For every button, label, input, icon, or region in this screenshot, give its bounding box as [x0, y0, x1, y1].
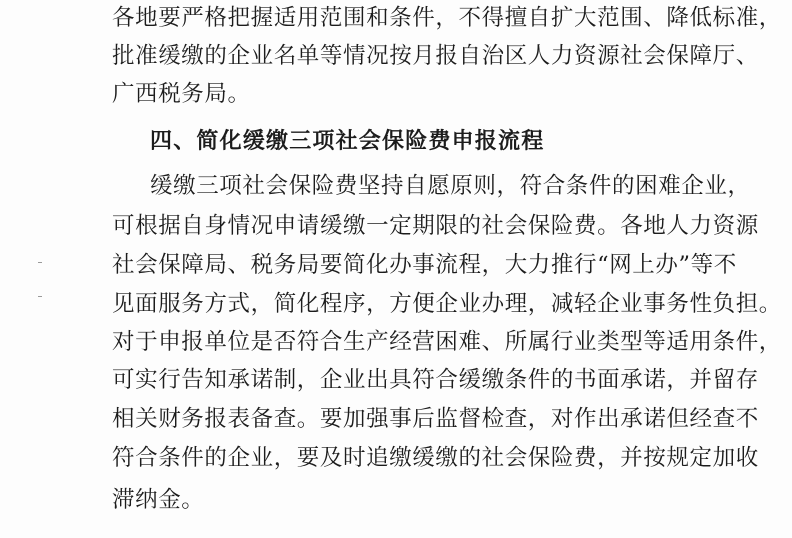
paragraph-line: 社会保障局、税务局要简化办事流程，大力推行“网上办”等不 [112, 252, 737, 278]
paragraph-line: 广西税务局。 [112, 81, 251, 107]
paragraph-line: 各地要严格把握适用范围和条件，不得擅自扩大范围、降低标准， [112, 5, 782, 31]
scan-speck [38, 262, 42, 263]
paragraph-line: 缓缴三项社会保险费坚持自愿原则，符合条件的困难企业， [150, 173, 751, 199]
paragraph-line: 符合条件的企业，要及时追缴缓缴的社会保险费，并按规定加收 [112, 445, 759, 471]
scan-speck [38, 296, 42, 297]
section-heading: 四、简化缓缴三项社会保险费申报流程 [150, 129, 545, 154]
paragraph-line: 批准缓缴的企业名单等情况按月报自治区人力资源社会保障厅、 [112, 43, 759, 69]
paragraph-line: 可实行告知承诺制，企业出具符合缓缴条件的书面承诺，并留存 [112, 367, 759, 393]
paragraph-line: 滞纳金。 [112, 487, 205, 513]
paragraph-line: 见面服务方式，简化程序，方便企业办理，减轻企业事务性负担。 [112, 291, 782, 317]
paragraph-line: 可根据自身情况申请缓缴一定期限的社会保险费。各地人力资源 [112, 213, 759, 239]
paragraph-line: 相关财务报表备查。要加强事后监督检查，对作出承诺但经查不 [112, 406, 759, 432]
paragraph-line: 对于申报单位是否符合生产经营困难、所属行业类型等适用条件， [112, 329, 782, 355]
